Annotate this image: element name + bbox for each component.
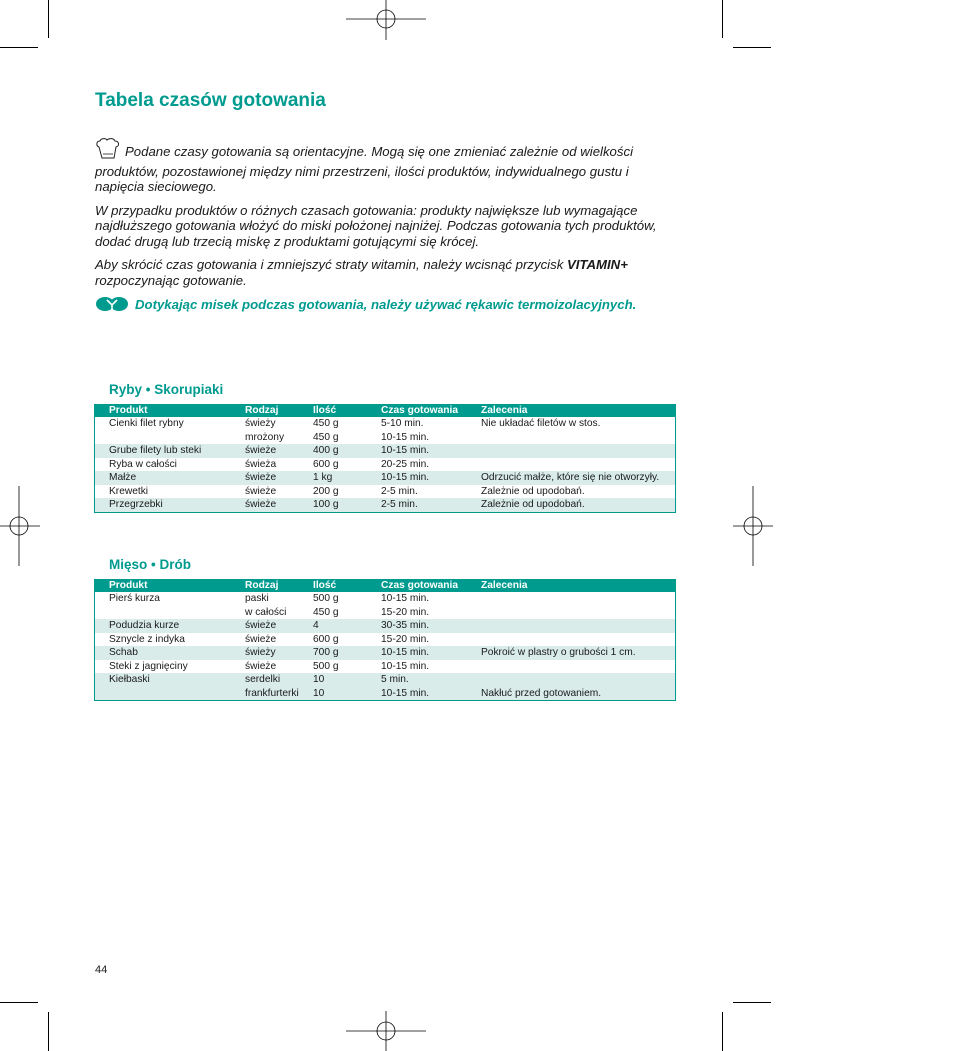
intro-paragraph bbox=[95, 138, 665, 195]
cell-product: Podudzia kurze bbox=[95, 619, 246, 633]
cell-product: Kiełbaski bbox=[95, 673, 246, 687]
cell-time: 10-15 min. bbox=[381, 444, 481, 458]
cell-time: 30-35 min. bbox=[381, 619, 481, 633]
header-time: Czas gotowania bbox=[381, 405, 481, 418]
crop-mark bbox=[733, 1002, 771, 1003]
table-row bbox=[95, 592, 676, 606]
cell-type: serdelki bbox=[245, 673, 313, 687]
warning-note bbox=[95, 296, 665, 317]
cell-type: w całości bbox=[245, 606, 287, 618]
crop-mark bbox=[722, 1012, 723, 1051]
cell-amount: 700 g bbox=[313, 646, 381, 660]
cell-type: świeże bbox=[245, 619, 313, 633]
cell-type: świeże bbox=[245, 633, 277, 645]
vitamin-button-label: VITAMIN+ bbox=[566, 257, 628, 272]
cell-product bbox=[95, 687, 246, 701]
page-number: 44 bbox=[95, 964, 108, 976]
cell-time: 15-20 min. bbox=[381, 633, 430, 645]
crop-mark bbox=[48, 0, 49, 38]
cell-amount: 500 g bbox=[313, 660, 339, 672]
cell-time: 15-20 min. bbox=[381, 606, 430, 618]
cell-type: świeży bbox=[245, 646, 313, 660]
header-amount: Ilość bbox=[313, 405, 381, 418]
intro-paragraph-3-end: rozpoczynając gotowanie. bbox=[95, 272, 247, 288]
cell-product: Przegrzebki bbox=[95, 498, 246, 512]
cell-type: mrożony bbox=[245, 431, 285, 443]
cell-product bbox=[95, 431, 246, 445]
cell-time: 10-15 min. bbox=[381, 646, 481, 660]
registration-mark-left bbox=[0, 486, 40, 566]
table-row bbox=[95, 673, 676, 687]
table-row bbox=[95, 431, 676, 445]
table-row bbox=[95, 498, 676, 512]
cell-advice bbox=[481, 458, 676, 472]
cell-amount: 400 g bbox=[313, 444, 381, 458]
cell-time: 2-5 min. bbox=[381, 498, 481, 512]
table-row bbox=[95, 687, 676, 701]
cell-amount: 10 bbox=[313, 673, 381, 687]
warning-text: Dotykając misek podczas gotowania, należy używać rękawic termoizolacyjnych. bbox=[135, 297, 637, 312]
cell-product: Schab bbox=[95, 646, 246, 660]
cell-advice bbox=[481, 431, 676, 445]
table-row bbox=[95, 471, 676, 485]
header-time: Czas gotowania bbox=[381, 580, 481, 593]
cell-amount: 600 g bbox=[313, 633, 339, 645]
table-header-row bbox=[95, 405, 676, 418]
cell-type: świeże bbox=[245, 660, 277, 672]
registration-mark-bottom bbox=[346, 1011, 426, 1051]
cell-amount: 100 g bbox=[313, 498, 381, 512]
cell-amount: 600 g bbox=[313, 458, 339, 470]
cell-type: świeże bbox=[245, 485, 277, 497]
header-product: Produkt bbox=[95, 580, 246, 593]
header-type: Rodzaj bbox=[245, 580, 313, 593]
cell-product: Ryba w całości bbox=[109, 458, 177, 470]
table-row bbox=[95, 633, 676, 647]
cell-advice bbox=[481, 633, 676, 647]
cell-time: 10-15 min. bbox=[381, 593, 430, 604]
page-title: Tabela czasów gotowania bbox=[95, 90, 326, 111]
header-advice: Zalecenia bbox=[481, 580, 676, 593]
cell-advice bbox=[481, 606, 676, 620]
table-row bbox=[95, 619, 676, 633]
cell-amount: 450 g bbox=[313, 606, 339, 618]
cell-time: 10-15 min. bbox=[381, 471, 481, 485]
table-row bbox=[95, 417, 676, 431]
table-row bbox=[95, 485, 676, 499]
cell-advice bbox=[481, 660, 676, 674]
cell-advice: Zależnie od upodobań. bbox=[481, 498, 676, 512]
meat-section-title: Mięso • Drób bbox=[109, 557, 191, 572]
cell-time: 10-15 min. bbox=[381, 687, 481, 701]
cell-product bbox=[95, 606, 246, 620]
cell-time: 20-25 min. bbox=[381, 458, 430, 470]
header-amount: Ilość bbox=[313, 580, 381, 593]
cell-product: Grube filety lub steki bbox=[95, 444, 246, 458]
header-product: Produkt bbox=[95, 405, 246, 418]
cell-amount: 4 bbox=[313, 619, 381, 633]
cell-product: Krewetki bbox=[109, 485, 149, 497]
cell-type: świeża bbox=[245, 458, 277, 470]
cell-advice: Nakłuć przed gotowaniem. bbox=[481, 687, 676, 701]
intro-paragraph-2: W przypadku produktów o różnych czasach gotowania: produkty największe lub wymagające najdłuższego gotowania włożyć do miski położonej najniżej. Podczas gotowania tych produktów, dodać drugą lub trzecią miskę z produktami gotującymi się krócej. bbox=[95, 202, 657, 249]
crop-mark bbox=[0, 1002, 38, 1003]
header-type: Rodzaj bbox=[245, 405, 313, 418]
cell-product: Pierś kurza bbox=[109, 593, 160, 604]
chef-hat-icon bbox=[95, 138, 121, 164]
meat-table bbox=[94, 579, 676, 701]
table-row bbox=[95, 646, 676, 660]
cell-amount: 500 g bbox=[313, 593, 339, 604]
registration-mark-right bbox=[733, 486, 773, 566]
intro-paragraph-1: Podane czasy gotowania są orientacyjne. Mogą się one zmieniać zależnie od wielkości produktów, pozostawionej między nimi przestrzeni, ilości produktów, indywidualnego gustu i napięcia sieciowego. bbox=[95, 144, 634, 194]
crop-mark bbox=[48, 1012, 49, 1051]
cell-time: 10-15 min. bbox=[381, 431, 430, 443]
cell-amount: 1 kg bbox=[313, 471, 381, 485]
crop-mark bbox=[0, 47, 38, 48]
cell-time: 5-10 min. bbox=[381, 418, 424, 429]
cell-time: 5 min. bbox=[381, 673, 481, 687]
header-advice: Zalecenia bbox=[481, 405, 676, 418]
cell-type: świeże bbox=[245, 444, 313, 458]
registration-mark-top bbox=[346, 0, 426, 40]
cell-type: frankfurterki bbox=[245, 687, 313, 701]
cell-amount: 450 g bbox=[313, 431, 339, 443]
fish-section-title: Ryby • Skorupiaki bbox=[109, 382, 224, 397]
cell-product: Sznycle z indyka bbox=[109, 633, 185, 645]
cell-time: 2-5 min. bbox=[381, 485, 418, 497]
cell-advice bbox=[481, 673, 676, 687]
table-row bbox=[95, 458, 676, 472]
cell-type: paski bbox=[245, 593, 269, 604]
cell-advice: Zależnie od upodobań. bbox=[481, 485, 585, 497]
intro-text bbox=[95, 138, 665, 325]
cell-advice bbox=[481, 592, 676, 606]
cell-advice bbox=[481, 619, 676, 633]
table-row bbox=[95, 444, 676, 458]
fish-table bbox=[94, 404, 676, 513]
cell-advice bbox=[481, 444, 676, 458]
cell-product: Małże bbox=[95, 471, 246, 485]
cell-product: Cienki filet rybny bbox=[109, 418, 184, 429]
cell-advice: Pokroić w plastry o grubości 1 cm. bbox=[481, 646, 676, 660]
cell-type: świeże bbox=[245, 498, 313, 512]
cell-amount: 10 bbox=[313, 687, 381, 701]
cell-advice: Odrzucić małże, które się nie otworzyły. bbox=[481, 471, 676, 485]
cell-time: 10-15 min. bbox=[381, 660, 430, 672]
crop-mark bbox=[722, 0, 723, 38]
cell-amount: 450 g bbox=[313, 418, 339, 429]
cell-amount: 200 g bbox=[313, 485, 339, 497]
cell-product: Steki z jagnięciny bbox=[109, 660, 188, 672]
hands-warning-icon bbox=[95, 296, 129, 317]
table-row bbox=[95, 606, 676, 620]
cell-type: świeże bbox=[245, 471, 313, 485]
cell-type: świeży bbox=[245, 418, 276, 429]
intro-paragraph-3-text: Aby skrócić czas gotowania i zmniejszyć straty witamin, należy wcisnąć przycisk bbox=[95, 257, 567, 272]
table-row bbox=[95, 660, 676, 674]
crop-mark bbox=[733, 47, 771, 48]
table-header-row bbox=[95, 580, 676, 593]
intro-paragraph-3 bbox=[95, 257, 665, 288]
cell-advice: Nie układać filetów w stos. bbox=[481, 418, 601, 429]
